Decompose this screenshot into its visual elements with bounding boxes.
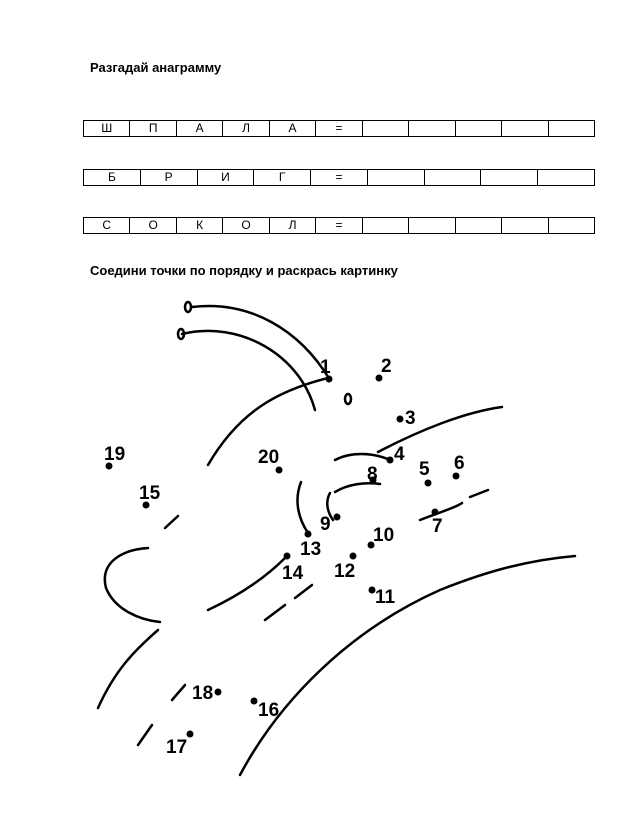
anagram-letter: А bbox=[176, 121, 222, 137]
dot-number: 11 bbox=[375, 587, 396, 608]
dot-number: 16 bbox=[258, 700, 280, 721]
anagram-letter: Г bbox=[254, 170, 311, 186]
anagram-equals: = bbox=[316, 218, 362, 234]
dot-number: 3 bbox=[405, 408, 416, 429]
dot-number: 4 bbox=[394, 444, 405, 465]
anagram-letter: П bbox=[130, 121, 176, 137]
anagram-letter: Р bbox=[140, 170, 197, 186]
dot-10 bbox=[368, 525, 395, 549]
anagram-letter: К bbox=[176, 218, 222, 234]
dot-number: 19 bbox=[104, 444, 126, 465]
dot-number: 13 bbox=[300, 539, 322, 560]
dot-8 bbox=[367, 464, 378, 485]
anagram-equals: = bbox=[316, 121, 362, 137]
dot-20 bbox=[258, 447, 283, 474]
dot-number: 7 bbox=[432, 516, 443, 537]
dot-number: 18 bbox=[192, 683, 214, 704]
dot-3 bbox=[397, 408, 416, 429]
dot-number: 6 bbox=[454, 453, 465, 474]
anagram-letter: О bbox=[223, 218, 269, 234]
dot-number: 1 bbox=[320, 357, 331, 378]
dot-16 bbox=[251, 698, 280, 722]
dot-18 bbox=[192, 683, 222, 704]
anagram-letter: Л bbox=[269, 218, 315, 234]
dot-9 bbox=[320, 514, 341, 536]
dots-title: Соедини точки по порядку и раскрась картинку bbox=[90, 263, 398, 278]
dot-13 bbox=[300, 531, 321, 561]
antennae-outline bbox=[178, 302, 330, 410]
anagram-letter: О bbox=[130, 218, 176, 234]
dot-number: 12 bbox=[334, 561, 356, 582]
anagram-letter: И bbox=[197, 170, 254, 186]
anagram-letter: С bbox=[84, 218, 130, 234]
dot-11 bbox=[369, 587, 396, 609]
dot-number: 5 bbox=[419, 459, 430, 480]
dot-number: 14 bbox=[282, 563, 304, 584]
dot-15 bbox=[139, 483, 161, 509]
dot-number: 20 bbox=[258, 447, 280, 468]
dot-number: 8 bbox=[367, 464, 378, 485]
anagram-equals: = bbox=[311, 170, 368, 186]
dot-6 bbox=[453, 453, 465, 480]
anagram-letter: Б bbox=[84, 170, 141, 186]
anagram-title: Разгадай анаграмму bbox=[90, 60, 222, 75]
anagram-letter: Ш bbox=[84, 121, 130, 137]
anagram-letter: Л bbox=[223, 121, 269, 137]
dot-17 bbox=[166, 731, 194, 759]
eye-mark bbox=[345, 394, 351, 404]
dot-19 bbox=[104, 444, 125, 470]
dot-number: 2 bbox=[381, 356, 392, 377]
anagram-letter: А bbox=[269, 121, 315, 137]
dot-12 bbox=[334, 553, 357, 583]
dot-2 bbox=[376, 356, 392, 382]
dot-number: 10 bbox=[373, 525, 395, 546]
dot-number: 17 bbox=[166, 737, 188, 758]
dot-number: 9 bbox=[320, 514, 331, 535]
dot-number: 15 bbox=[139, 483, 161, 504]
dot-5 bbox=[419, 459, 432, 487]
